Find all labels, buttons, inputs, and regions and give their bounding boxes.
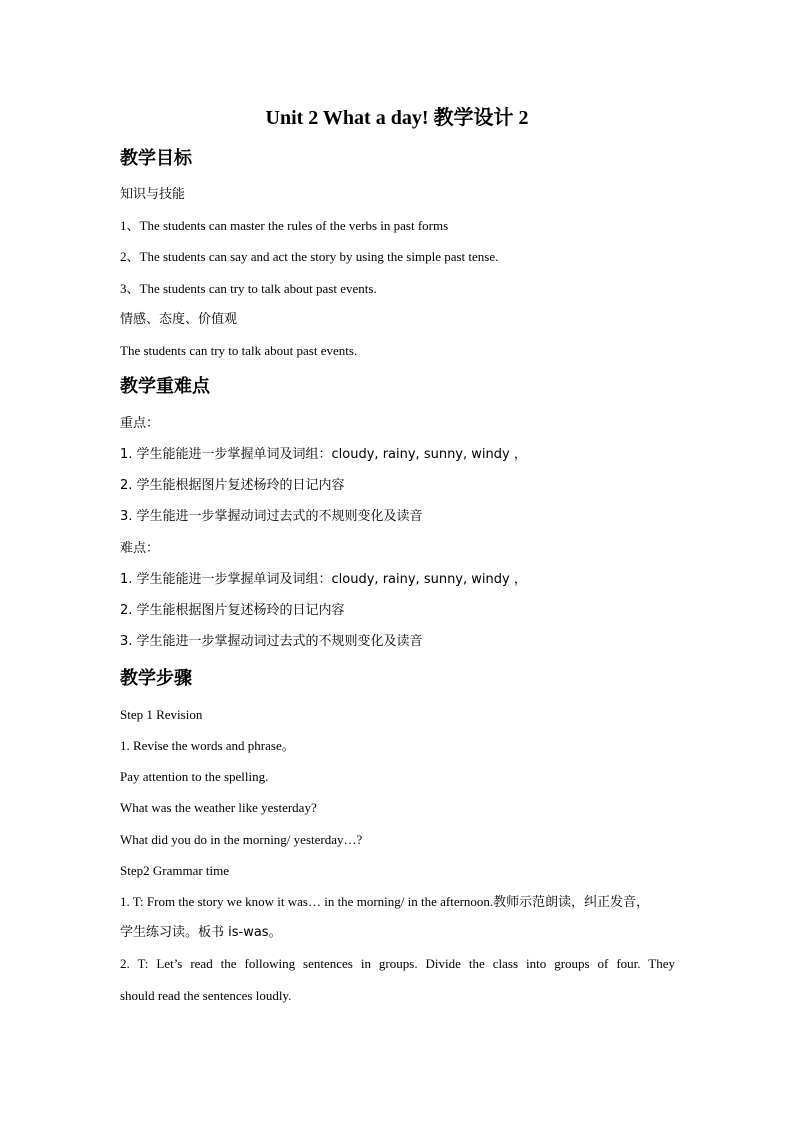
subheading-attitude: 情感、态度、价值观 (120, 312, 238, 327)
step-line: should read the sentences loudly. (120, 988, 292, 1003)
key-label: 重点： (120, 416, 160, 431)
section-heading-goals: 教学目标 (120, 148, 192, 169)
section-heading-keypoints: 教学重难点 (120, 376, 210, 397)
step-line: 2. T: Let’s read the following sentences in groups. Divide the class into groups of four. They (120, 956, 675, 971)
difficult-label: 难点： (120, 541, 160, 556)
step-line: 学生练习读。板书 is-was。 (120, 925, 282, 940)
step-line: Step2 Grammar time (120, 863, 230, 878)
document-title: Unit 2 What a day! 教学设计 2 (265, 107, 529, 129)
step-line: What was the weather like yesterday? (120, 800, 317, 815)
attitude-text: The students can try to talk about past events. (120, 343, 358, 358)
difficult-item: 2. 学生能根据图片复述杨玲的日记内容 (120, 603, 345, 618)
subheading-knowledge-skills: 知识与技能 (120, 187, 186, 202)
goal-item: 3、The students can try to talk about past events. (120, 281, 377, 296)
key-item: 2. 学生能根据图片复述杨玲的日记内容 (120, 478, 345, 493)
difficult-item: 1. 学生能能进一步掌握单词及词组：cloudy, rainy, sunny, windy ， (120, 572, 527, 587)
step-line: Pay attention to the spelling. (120, 769, 269, 784)
difficult-item: 3. 学生能进一步掌握动词过去式的不规则变化及读音 (120, 634, 423, 649)
step-line: 1. Revise the words and phrase。 (120, 738, 295, 753)
goal-item: 2、The students can say and act the story by using the simple past tense. (120, 249, 499, 264)
step-line: Step 1 Revision (120, 707, 203, 722)
step-line: What did you do in the morning/ yesterday…? (120, 832, 363, 847)
step-line: 1. T: From the story we know it was… in the morning/ in the afternoon.教师示范朗读，纠正发音， (120, 894, 650, 909)
goal-item: 1、The students can master the rules of the verbs in past forms (120, 218, 449, 233)
key-item: 1. 学生能能进一步掌握单词及词组：cloudy, rainy, sunny, windy ， (120, 447, 527, 462)
section-heading-steps: 教学步骤 (120, 668, 192, 689)
key-item: 3. 学生能进一步掌握动词过去式的不规则变化及读音 (120, 509, 423, 524)
